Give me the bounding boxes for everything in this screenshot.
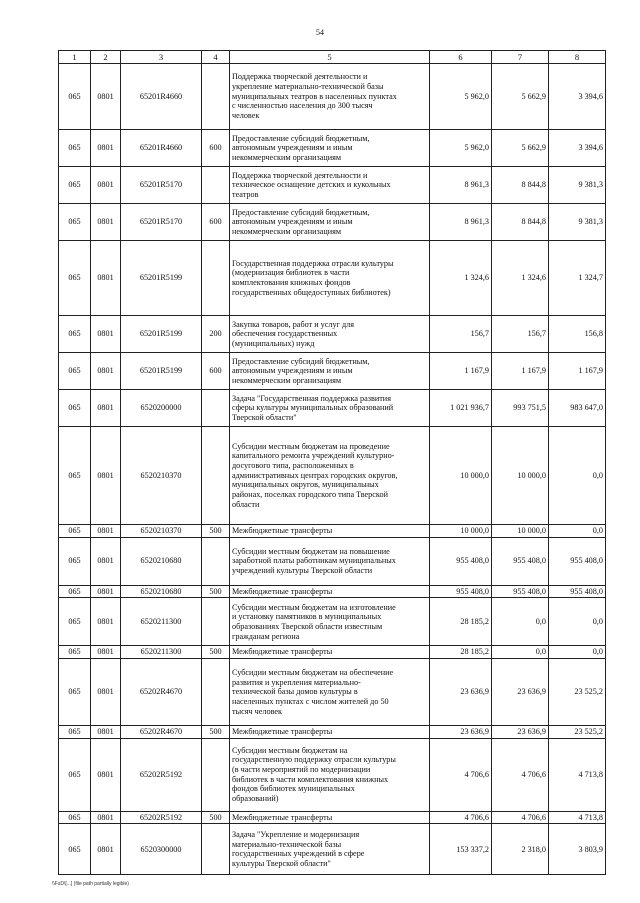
amount-col-7: 23 636,9: [492, 659, 549, 726]
budget-table: [58, 50, 606, 875]
amount-col-6: 156,7: [430, 316, 492, 353]
amount-col-8: 0,0: [549, 646, 606, 659]
expense-type-code: 500: [202, 811, 230, 824]
amount-col-6: 10 000,0: [430, 427, 492, 525]
amount-col-6: 955 408,0: [430, 537, 492, 585]
expense-type-code: [202, 659, 230, 726]
expense-description: Субсидии местным бюджетам на повышение заработной платы работникам муниципальных учреждений культуры Тверской области: [230, 537, 430, 585]
amount-col-6: 4 706,6: [430, 811, 492, 824]
expense-description: Поддержка творческой деятельности и техническое оснащение детских и кукольных театров: [230, 167, 430, 204]
target-article-code: 6520210370: [121, 525, 202, 538]
amount-col-6: 28 185,2: [430, 646, 492, 659]
expense-type-code: [202, 390, 230, 427]
table-row: [59, 738, 606, 811]
kbk-admin-code: 065: [59, 316, 91, 353]
amount-col-6: 5 962,0: [430, 64, 492, 130]
amount-col-7: 5 662,9: [492, 130, 549, 167]
kbk-admin-code: 065: [59, 537, 91, 585]
expense-description: Межбюджетные трансферты: [230, 811, 430, 824]
table-row: [59, 585, 606, 598]
table-row: [59, 241, 606, 316]
target-article-code: 65201R4660: [121, 130, 202, 167]
amount-col-6: 1 324,6: [430, 241, 492, 316]
kbk-admin-code: 065: [59, 646, 91, 659]
expense-description: Субсидии местным бюджетам на изготовление и установку памятников в муниципальных образованиях Тверской области известным гражданам региона: [230, 598, 430, 646]
section-code: 0801: [91, 167, 121, 204]
target-article-code: 65202R5192: [121, 738, 202, 811]
expense-type-code: 600: [202, 204, 230, 241]
amount-col-7: 4 706,6: [492, 738, 549, 811]
amount-col-6: 28 185,2: [430, 598, 492, 646]
amount-col-7: 4 706,6: [492, 811, 549, 824]
expense-description: Межбюджетные трансферты: [230, 525, 430, 538]
section-code: 0801: [91, 726, 121, 739]
kbk-admin-code: 065: [59, 353, 91, 390]
expense-description: Субсидии местным бюджетам на проведение капитального ремонта учреждений культурно- досугового типа, расположенных в административных центрах городских округов, муниципальных округов, муниципальных районах, поселках городского типа Тверской области: [230, 427, 430, 525]
kbk-admin-code: 065: [59, 130, 91, 167]
target-article-code: 6520210370: [121, 427, 202, 525]
amount-col-8: 983 647,0: [549, 390, 606, 427]
expense-description: Закупка товаров, работ и услуг для обеспечения государственных (муниципальных) нужд: [230, 316, 430, 353]
target-article-code: 65201R5199: [121, 353, 202, 390]
expense-description: Субсидии местным бюджетам на обеспечение развития и укрепления материально- технической базы домов культуры в населенных пунктах с числом жителей до 50 тысяч человек: [230, 659, 430, 726]
table-row: [59, 204, 606, 241]
amount-col-7: 955 408,0: [492, 537, 549, 585]
expense-type-code: [202, 167, 230, 204]
section-code: 0801: [91, 824, 121, 875]
section-code: 0801: [91, 646, 121, 659]
table-row: [59, 390, 606, 427]
expense-type-code: 200: [202, 316, 230, 353]
kbk-admin-code: 065: [59, 811, 91, 824]
target-article-code: 65202R4670: [121, 659, 202, 726]
expense-description: Предоставление субсидий бюджетным, автономным учреждениям и иным некоммерческим организациям: [230, 130, 430, 167]
expense-description: Межбюджетные трансферты: [230, 585, 430, 598]
amount-col-7: 5 662,9: [492, 64, 549, 130]
target-article-code: 6520300000: [121, 824, 202, 875]
amount-col-7: 1 324,6: [492, 241, 549, 316]
expense-description: Поддержка творческой деятельности и укрепление материально-технической базы муниципальных театров в населенных пунктах с численностью населения до 300 тысяч человек: [230, 64, 430, 130]
amount-col-6: 4 706,6: [430, 738, 492, 811]
amount-col-7: 993 751,5: [492, 390, 549, 427]
expense-type-code: 500: [202, 646, 230, 659]
amount-col-7: 955 408,0: [492, 585, 549, 598]
target-article-code: 6520200000: [121, 390, 202, 427]
section-code: 0801: [91, 659, 121, 726]
amount-col-7: 0,0: [492, 598, 549, 646]
amount-col-6: 955 408,0: [430, 585, 492, 598]
target-article-code: 65201R5199: [121, 316, 202, 353]
amount-col-7: 156,7: [492, 316, 549, 353]
header-col-5: 5: [230, 51, 430, 64]
target-article-code: 6520210680: [121, 585, 202, 598]
header-col-7: 7: [492, 51, 549, 64]
amount-col-7: 10 000,0: [492, 525, 549, 538]
footer-file-path: \\FsD\[...] (file path partially legible): [52, 881, 129, 887]
amount-col-7: 8 844,8: [492, 167, 549, 204]
kbk-admin-code: 065: [59, 390, 91, 427]
section-code: 0801: [91, 130, 121, 167]
kbk-admin-code: 065: [59, 64, 91, 130]
amount-col-7: 1 167,9: [492, 353, 549, 390]
kbk-admin-code: 065: [59, 241, 91, 316]
section-code: 0801: [91, 738, 121, 811]
page-number: 54: [316, 28, 324, 37]
header-col-1: 1: [59, 51, 91, 64]
target-article-code: 65201R5199: [121, 241, 202, 316]
table-row: [59, 598, 606, 646]
amount-col-8: 156,8: [549, 316, 606, 353]
table-row: [59, 525, 606, 538]
amount-col-8: 9 381,3: [549, 204, 606, 241]
amount-col-8: 4 713,8: [549, 811, 606, 824]
expense-description: Межбюджетные трансферты: [230, 726, 430, 739]
table-row: [59, 353, 606, 390]
table-row: [59, 130, 606, 167]
expense-type-code: 500: [202, 585, 230, 598]
kbk-admin-code: 065: [59, 167, 91, 204]
table-row: [59, 427, 606, 525]
amount-col-6: 8 961,3: [430, 204, 492, 241]
amount-col-8: 4 713,8: [549, 738, 606, 811]
amount-col-7: 2 318,0: [492, 824, 549, 875]
section-code: 0801: [91, 353, 121, 390]
table-body: [59, 64, 606, 875]
header-col-8: 8: [549, 51, 606, 64]
amount-col-6: 23 636,9: [430, 726, 492, 739]
target-article-code: 65201R5170: [121, 204, 202, 241]
amount-col-8: 3 394,6: [549, 64, 606, 130]
expense-type-code: 600: [202, 130, 230, 167]
target-article-code: 65201R4660: [121, 64, 202, 130]
section-code: 0801: [91, 585, 121, 598]
target-article-code: 65202R4670: [121, 726, 202, 739]
amount-col-8: 1 324,7: [549, 241, 606, 316]
expense-type-code: [202, 824, 230, 875]
expense-description: Задача "Укрепление и модернизация материально-технической базы государственных учреждений в сфере культуры Тверской области": [230, 824, 430, 875]
expense-type-code: 500: [202, 726, 230, 739]
expense-type-code: [202, 64, 230, 130]
amount-col-6: 5 962,0: [430, 130, 492, 167]
table-row: [59, 537, 606, 585]
expense-description: Государственная поддержка отрасли культуры (модернизация библиотек в части комплектования книжных фондов государственных общедоступных библиотек): [230, 241, 430, 316]
section-code: 0801: [91, 316, 121, 353]
expense-type-code: [202, 427, 230, 525]
kbk-admin-code: 065: [59, 427, 91, 525]
table-row: [59, 64, 606, 130]
amount-col-8: 0,0: [549, 598, 606, 646]
expense-type-code: 600: [202, 353, 230, 390]
target-article-code: 6520211300: [121, 598, 202, 646]
amount-col-6: 1 021 936,7: [430, 390, 492, 427]
kbk-admin-code: 065: [59, 598, 91, 646]
section-code: 0801: [91, 241, 121, 316]
section-code: 0801: [91, 811, 121, 824]
section-code: 0801: [91, 204, 121, 241]
header-col-2: 2: [91, 51, 121, 64]
target-article-code: 6520210680: [121, 537, 202, 585]
amount-col-7: 8 844,8: [492, 204, 549, 241]
kbk-admin-code: 065: [59, 738, 91, 811]
header-col-3: 3: [121, 51, 202, 64]
table-row: [59, 824, 606, 875]
expense-description: Субсидии местным бюджетам на государственную поддержку отрасли культуры (в части мероприятий по модернизации библиотек в части комплектования книжных фондов библиотек муниципальных образований): [230, 738, 430, 811]
table-row: [59, 316, 606, 353]
amount-col-6: 153 337,2: [430, 824, 492, 875]
header-col-6: 6: [430, 51, 492, 64]
section-code: 0801: [91, 64, 121, 130]
amount-col-7: 0,0: [492, 646, 549, 659]
amount-col-8: 0,0: [549, 427, 606, 525]
amount-col-8: 1 167,9: [549, 353, 606, 390]
expense-type-code: [202, 598, 230, 646]
expense-type-code: 500: [202, 525, 230, 538]
table-row: [59, 811, 606, 824]
table-row: [59, 726, 606, 739]
kbk-admin-code: 065: [59, 659, 91, 726]
header-col-4: 4: [202, 51, 230, 64]
amount-col-6: 1 167,9: [430, 353, 492, 390]
expense-description: Межбюджетные трансферты: [230, 646, 430, 659]
table-header-row: [59, 51, 606, 64]
amount-col-6: 10 000,0: [430, 525, 492, 538]
amount-col-6: 23 636,9: [430, 659, 492, 726]
section-code: 0801: [91, 427, 121, 525]
expense-description: Предоставление субсидий бюджетным, автономным учреждениям и иным некоммерческим организациям: [230, 204, 430, 241]
kbk-admin-code: 065: [59, 585, 91, 598]
expense-type-code: [202, 537, 230, 585]
kbk-admin-code: 065: [59, 726, 91, 739]
amount-col-8: 3 803,9: [549, 824, 606, 875]
expense-type-code: [202, 738, 230, 811]
section-code: 0801: [91, 537, 121, 585]
expense-description: Задача "Государственная поддержка развития сферы культуры муниципальных образований Тверской области": [230, 390, 430, 427]
amount-col-8: 955 408,0: [549, 537, 606, 585]
amount-col-6: 8 961,3: [430, 167, 492, 204]
section-code: 0801: [91, 598, 121, 646]
table-row: [59, 659, 606, 726]
kbk-admin-code: 065: [59, 204, 91, 241]
amount-col-8: 23 525,2: [549, 659, 606, 726]
table-row: [59, 646, 606, 659]
kbk-admin-code: 065: [59, 525, 91, 538]
amount-col-8: 9 381,3: [549, 167, 606, 204]
section-code: 0801: [91, 525, 121, 538]
expense-description: Предоставление субсидий бюджетным, автономным учреждениям и иным некоммерческим организациям: [230, 353, 430, 390]
target-article-code: 65202R5192: [121, 811, 202, 824]
expense-type-code: [202, 241, 230, 316]
amount-col-8: 0,0: [549, 525, 606, 538]
amount-col-7: 23 636,9: [492, 726, 549, 739]
target-article-code: 65201R5170: [121, 167, 202, 204]
amount-col-8: 23 525,2: [549, 726, 606, 739]
amount-col-7: 10 000,0: [492, 427, 549, 525]
amount-col-8: 3 394,6: [549, 130, 606, 167]
kbk-admin-code: 065: [59, 824, 91, 875]
table-row: [59, 167, 606, 204]
amount-col-8: 955 408,0: [549, 585, 606, 598]
section-code: 0801: [91, 390, 121, 427]
target-article-code: 6520211300: [121, 646, 202, 659]
